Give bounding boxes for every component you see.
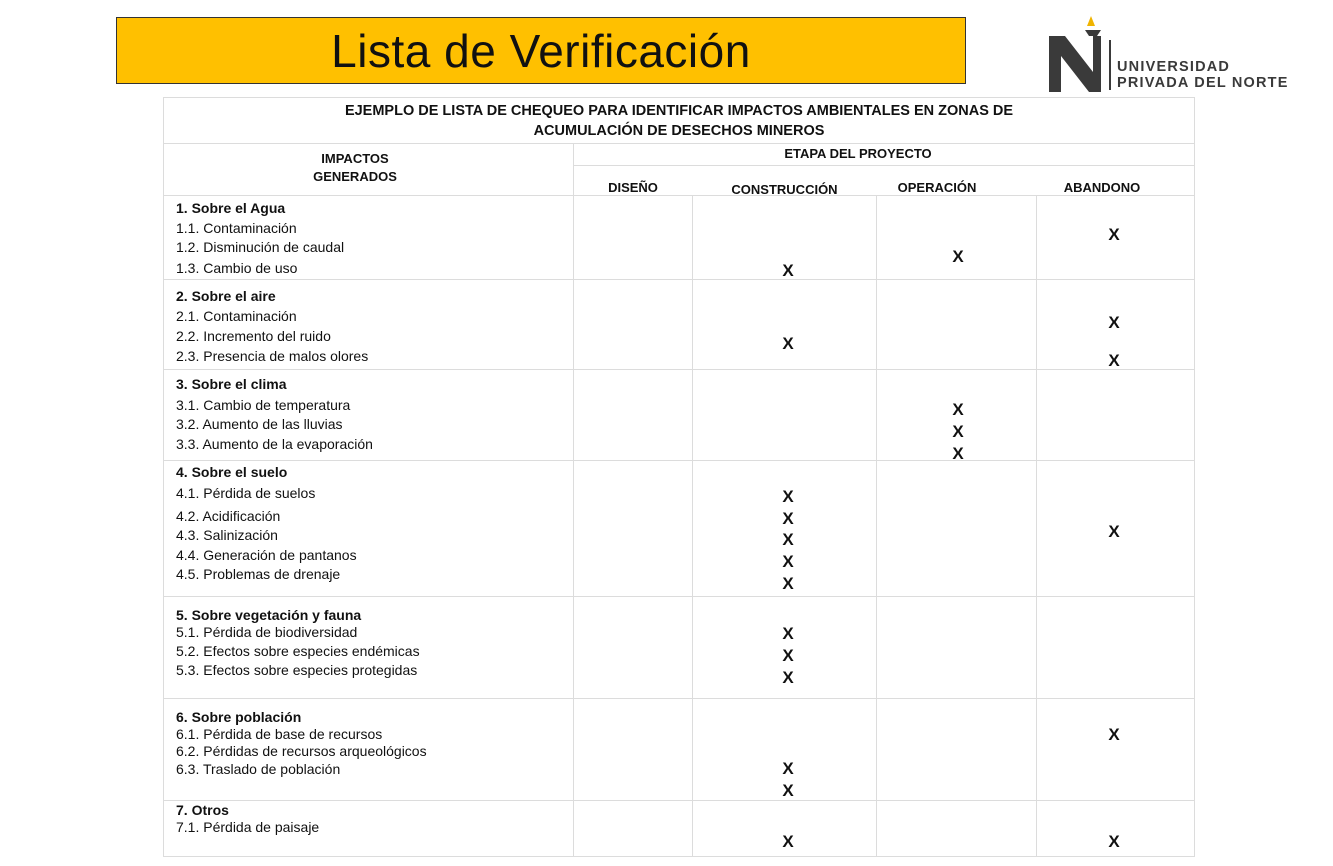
check-mark: X — [782, 668, 794, 687]
check-mark: X — [782, 530, 794, 549]
group-title: 6. Sobre población — [176, 709, 302, 725]
list-item: 5.3. Efectos sobre especies protegidas — [176, 662, 418, 678]
list-item: 4.4. Generación de pantanos — [176, 547, 357, 563]
list-item: 6.2. Pérdidas de recursos arqueológicos — [176, 743, 427, 759]
check-mark: X — [782, 624, 794, 643]
list-item: 5.1. Pérdida de biodiversidad — [176, 624, 358, 640]
check-mark: X — [1108, 351, 1120, 370]
logo-text — [1117, 59, 1289, 91]
check-mark: X — [952, 400, 964, 419]
col-header-operacion: OPERACIÓN — [897, 180, 977, 195]
list-item: 3.2. Aumento de las lluvias — [176, 416, 343, 432]
page-title: Lista de Verificación — [331, 24, 751, 77]
table-caption — [163, 101, 1195, 141]
list-item: 5.2. Efectos sobre especies endémicas — [176, 643, 420, 659]
logo-line1: UNIVERSIDAD — [1117, 59, 1231, 75]
logo-divider — [1109, 40, 1111, 90]
list-item: 1.2. Disminución de caudal — [176, 239, 345, 255]
impactos-header — [255, 150, 455, 186]
list-item: 7.1. Pérdida de paisaje — [176, 819, 320, 835]
impactos-line1: IMPACTOS — [321, 151, 389, 166]
group-title: 4. Sobre el suelo — [176, 464, 288, 480]
check-mark: X — [782, 487, 794, 506]
check-mark: X — [782, 646, 794, 665]
group-title: 5. Sobre vegetación y fauna — [176, 607, 362, 623]
check-mark: X — [782, 574, 794, 593]
check-mark: X — [782, 509, 794, 528]
check-mark: X — [1108, 832, 1120, 851]
col-header-diseno: DISEÑO — [608, 180, 658, 195]
check-mark: X — [782, 261, 794, 280]
list-item: 4.2. Acidificación — [176, 508, 281, 524]
check-mark: X — [1108, 313, 1120, 332]
logo-line2: PRIVADA DEL NORTE — [1117, 75, 1289, 91]
group-title: 3. Sobre el clima — [176, 376, 287, 392]
list-item: 6.1. Pérdida de base de recursos — [176, 726, 383, 742]
list-item: 2.3. Presencia de malos olores — [176, 348, 369, 364]
list-item: 2.1. Contaminación — [176, 308, 297, 324]
check-mark: X — [1108, 522, 1120, 541]
list-item: 3.3. Aumento de la evaporación — [176, 436, 373, 452]
list-item: 1.1. Contaminación — [176, 220, 297, 236]
group-title: 7. Otros — [176, 802, 229, 818]
check-mark: X — [782, 552, 794, 571]
check-mark: X — [952, 247, 964, 266]
check-mark: X — [782, 832, 794, 851]
table-caption-line2: ACUMULACIÓN DE DESECHOS MINEROS — [533, 123, 825, 139]
check-mark: X — [1108, 225, 1120, 244]
check-mark: X — [782, 334, 794, 353]
check-mark: X — [782, 759, 794, 778]
etapa-header: ETAPA DEL PROYECTO — [784, 146, 932, 161]
col-header-abandono: ABANDONO — [1063, 180, 1141, 195]
list-item: 4.1. Pérdida de suelos — [176, 485, 316, 501]
check-mark: X — [1108, 725, 1120, 744]
check-mark: X — [782, 781, 794, 800]
check-mark: X — [952, 422, 964, 441]
list-item: 4.5. Problemas de drenaje — [176, 566, 341, 582]
list-item: 4.3. Salinización — [176, 527, 278, 543]
logo-n-icon — [1045, 14, 1125, 94]
col-header-construccion: CONSTRUCCIÓN — [731, 182, 838, 197]
title-banner — [116, 17, 966, 84]
impactos-line2: GENERADOS — [313, 169, 397, 184]
group-title: 2. Sobre el aire — [176, 288, 276, 304]
list-item: 2.2. Incremento del ruido — [176, 328, 331, 344]
list-item: 3.1. Cambio de temperatura — [176, 397, 351, 413]
group-title: 1. Sobre el Agua — [176, 200, 286, 216]
list-item: 1.3. Cambio de uso — [176, 260, 298, 276]
list-item: 6.3. Traslado de población — [176, 761, 341, 777]
check-mark: X — [952, 444, 964, 463]
table-caption-line1: EJEMPLO DE LISTA DE CHEQUEO PARA IDENTIFICAR IMPACTOS AMBIENTALES EN ZONAS DE — [344, 103, 1014, 119]
